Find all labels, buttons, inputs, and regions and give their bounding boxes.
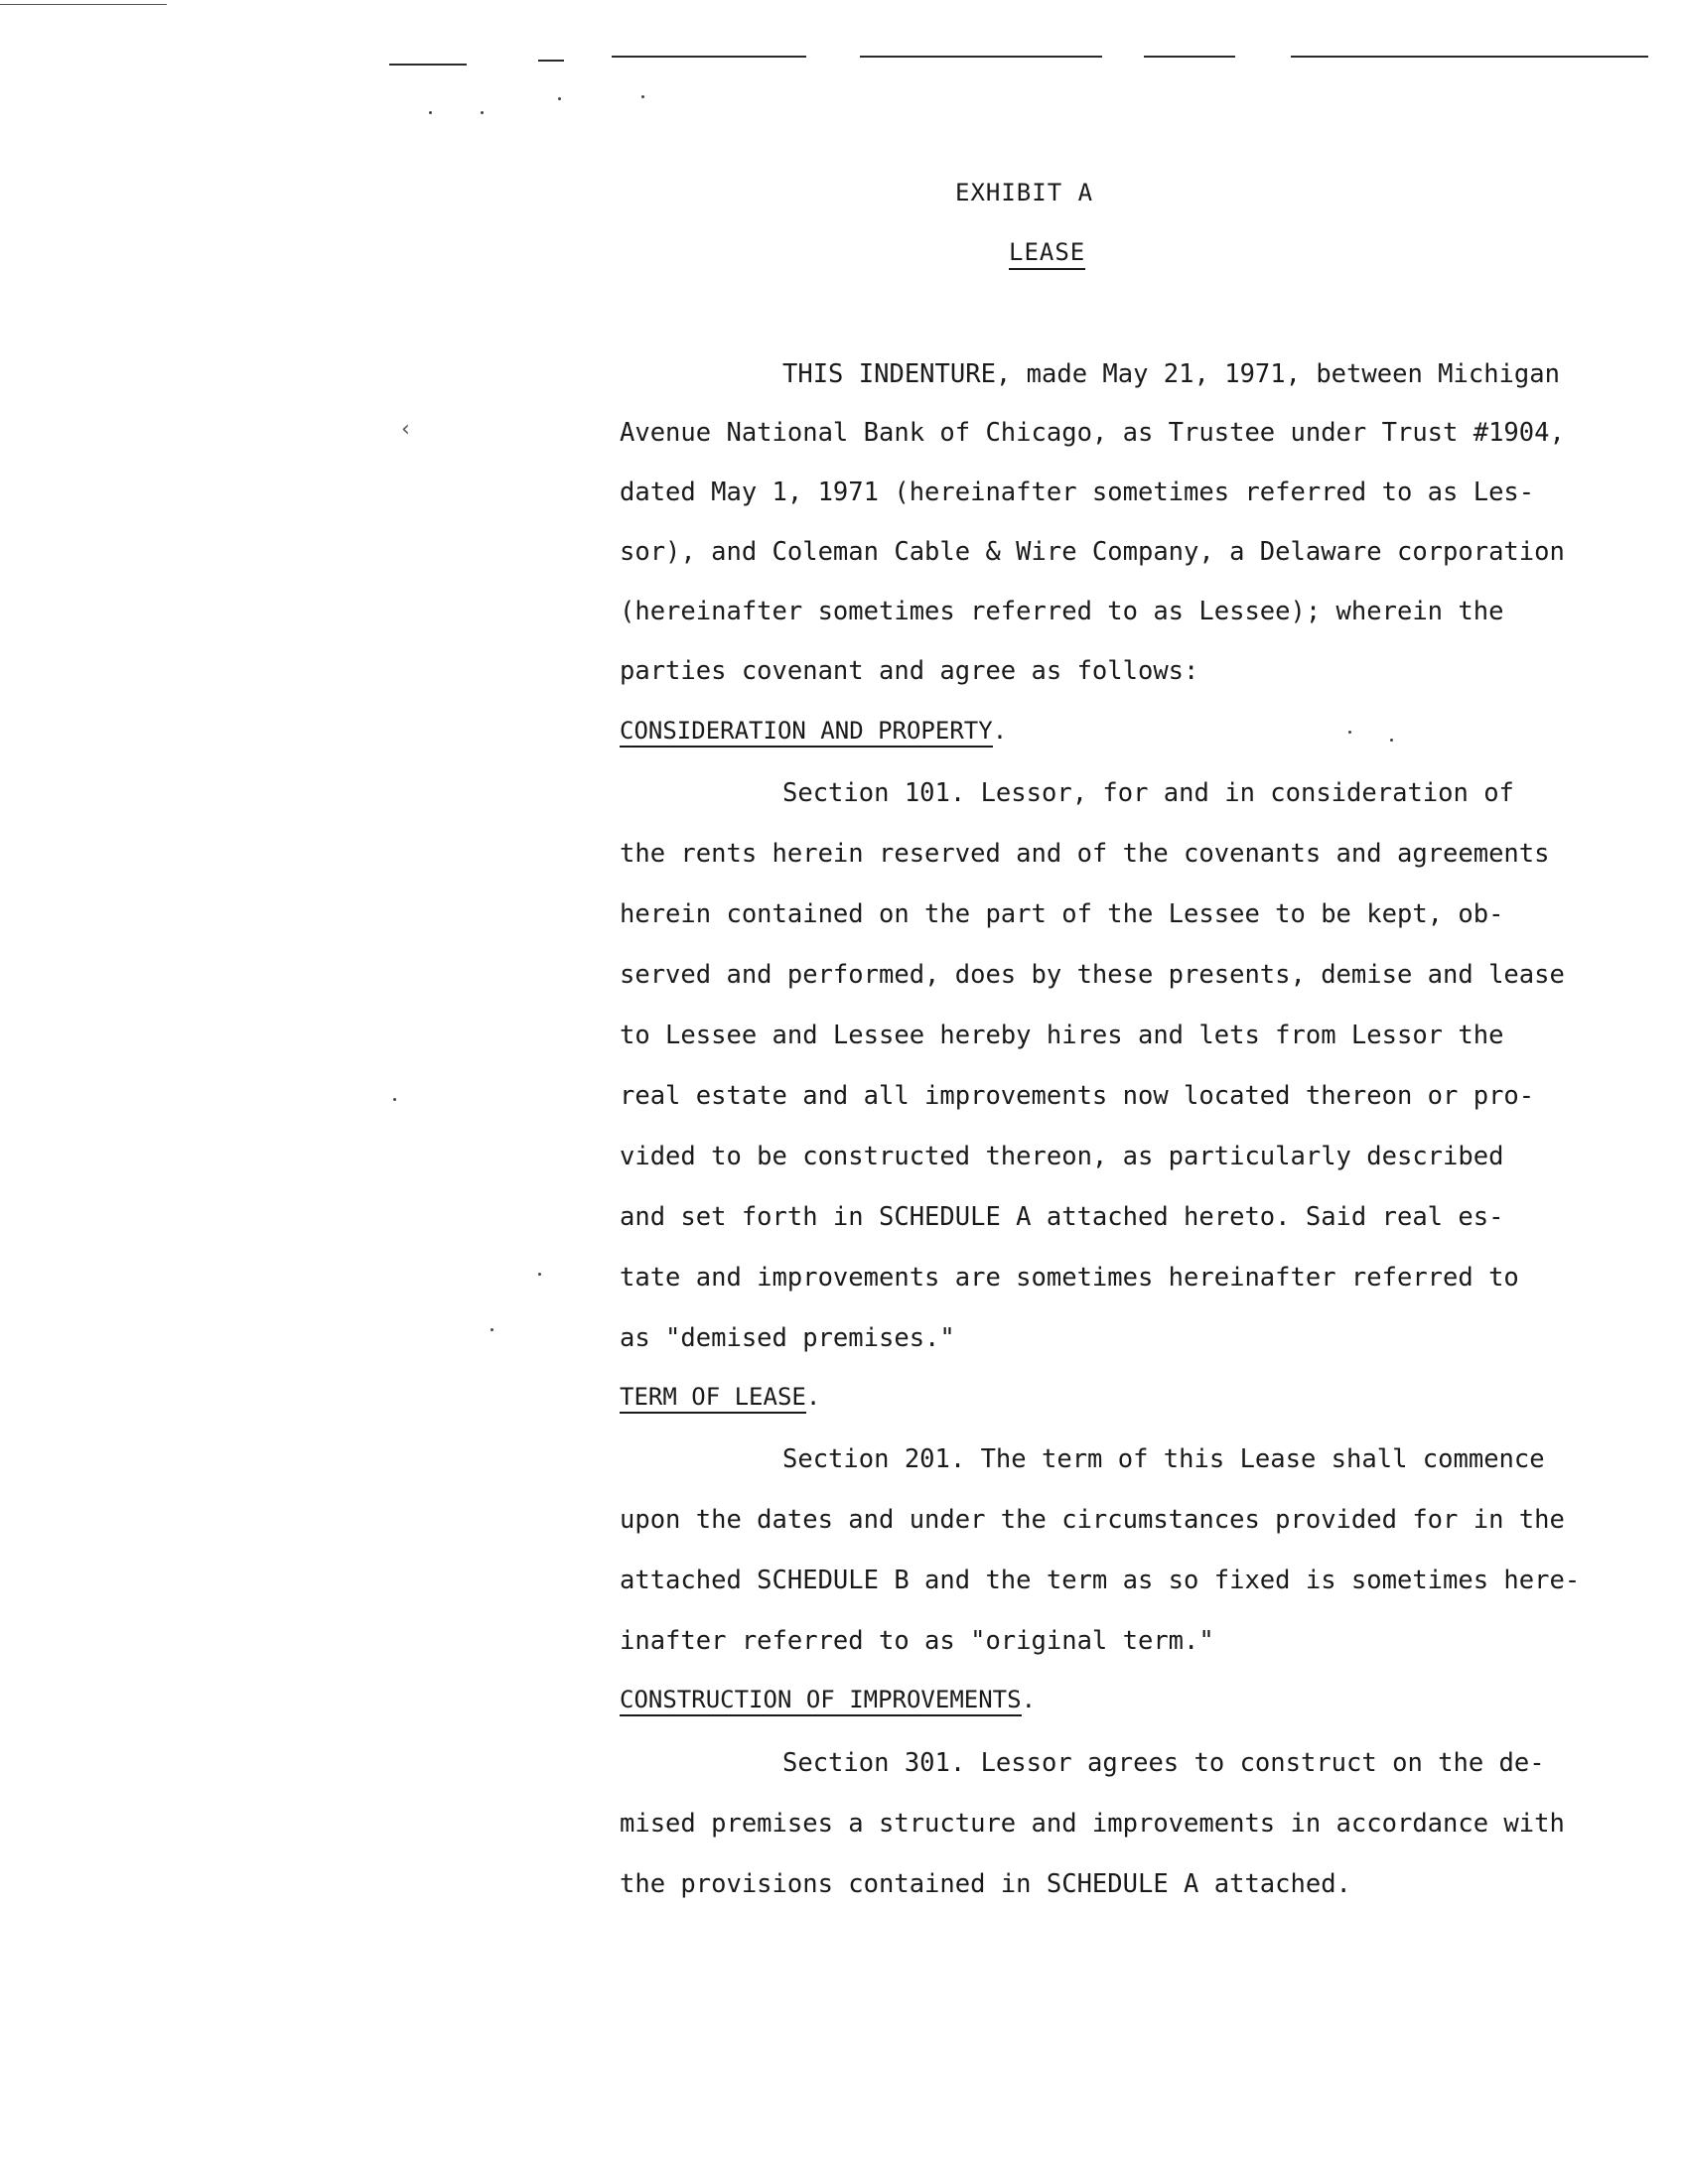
section-201-line: Section 201. The term of this Lease shall commence <box>782 1444 1545 1474</box>
intro-line: THIS INDENTURE, made May 21, 1971, between Michigan <box>782 359 1560 389</box>
section-101-line: herein contained on the part of the Lessee to be kept, ob- <box>620 899 1504 929</box>
scan-speck <box>558 97 561 100</box>
intro-line: parties covenant and agree as follows: <box>620 656 1199 686</box>
scan-speck <box>641 95 644 98</box>
section-301-line: Section 301. Lessor agrees to construct on the de- <box>782 1748 1545 1778</box>
section-101-line: to Lessee and Lessee hereby hires and lets from Lessor the <box>620 1021 1504 1050</box>
intro-line: (hereinafter sometimes referred to as Lessee); wherein the <box>620 597 1504 626</box>
scan-speck <box>1390 739 1393 742</box>
section-101-line: real estate and all improvements now located thereon or pro- <box>620 1081 1535 1111</box>
exhibit-title: EXHIBIT A <box>955 179 1094 206</box>
section-101-line: served and performed, does by these presents, demise and lease <box>620 960 1565 990</box>
top-rule-segment-4 <box>860 56 1102 58</box>
term-heading-text: TERM OF LEASE <box>620 1383 806 1414</box>
scan-speck <box>481 111 484 114</box>
construction-heading <box>620 1686 1036 1713</box>
top-rule-segment-6 <box>1291 56 1648 58</box>
intro-line: Avenue National Bank of Chicago, as Trustee under Trust #1904, <box>620 418 1565 448</box>
top-rule-segment-5 <box>1144 56 1235 58</box>
construction-heading-text: CONSTRUCTION OF IMPROVEMENTS <box>620 1686 1022 1716</box>
intro-line: dated May 1, 1971 (hereinafter sometimes referred to as Les- <box>620 478 1535 507</box>
scan-speck <box>429 111 432 114</box>
scan-speck <box>1348 731 1351 734</box>
section-101-line: the rents herein reserved and of the covenants and agreements <box>620 839 1550 869</box>
section-201-line: attached SCHEDULE B and the term as so fixed is sometimes here- <box>620 1566 1581 1595</box>
consideration-heading-text: CONSIDERATION AND PROPERTY <box>620 717 993 748</box>
heading-period: . <box>1021 1686 1037 1713</box>
top-rule-segment-1 <box>389 64 467 66</box>
top-rule-segment-3 <box>612 56 806 58</box>
section-101-line: and set forth in SCHEDULE A attached hereto. Said real es- <box>620 1202 1504 1232</box>
section-101-line: Section 101. Lessor, for and in consideration of <box>782 778 1514 808</box>
heading-period: . <box>805 1383 821 1411</box>
scan-speck <box>491 1328 493 1331</box>
top-rule-segment-2 <box>538 60 564 62</box>
heading-period: . <box>992 717 1008 745</box>
term-heading <box>620 1383 820 1411</box>
margin-mark: ‹ <box>399 417 413 442</box>
top-left-rule <box>0 4 167 5</box>
intro-line: sor), and Coleman Cable & Wire Company, a Delaware corporation <box>620 537 1565 567</box>
scan-speck <box>538 1273 541 1276</box>
section-101-line: as "demised premises." <box>620 1323 955 1353</box>
section-101-line: vided to be constructed thereon, as particularly described <box>620 1142 1504 1171</box>
section-201-line: inafter referred to as "original term." <box>620 1626 1214 1656</box>
section-301-line: the provisions contained in SCHEDULE A attached. <box>620 1869 1351 1899</box>
consideration-heading <box>620 717 1007 745</box>
lease-title: LEASE <box>1009 238 1085 270</box>
section-301-line: mised premises a structure and improvements in accordance with <box>620 1809 1565 1839</box>
scan-speck <box>393 1098 396 1101</box>
section-201-line: upon the dates and under the circumstances provided for in the <box>620 1505 1565 1535</box>
section-101-line: tate and improvements are sometimes hereinafter referred to <box>620 1263 1519 1293</box>
